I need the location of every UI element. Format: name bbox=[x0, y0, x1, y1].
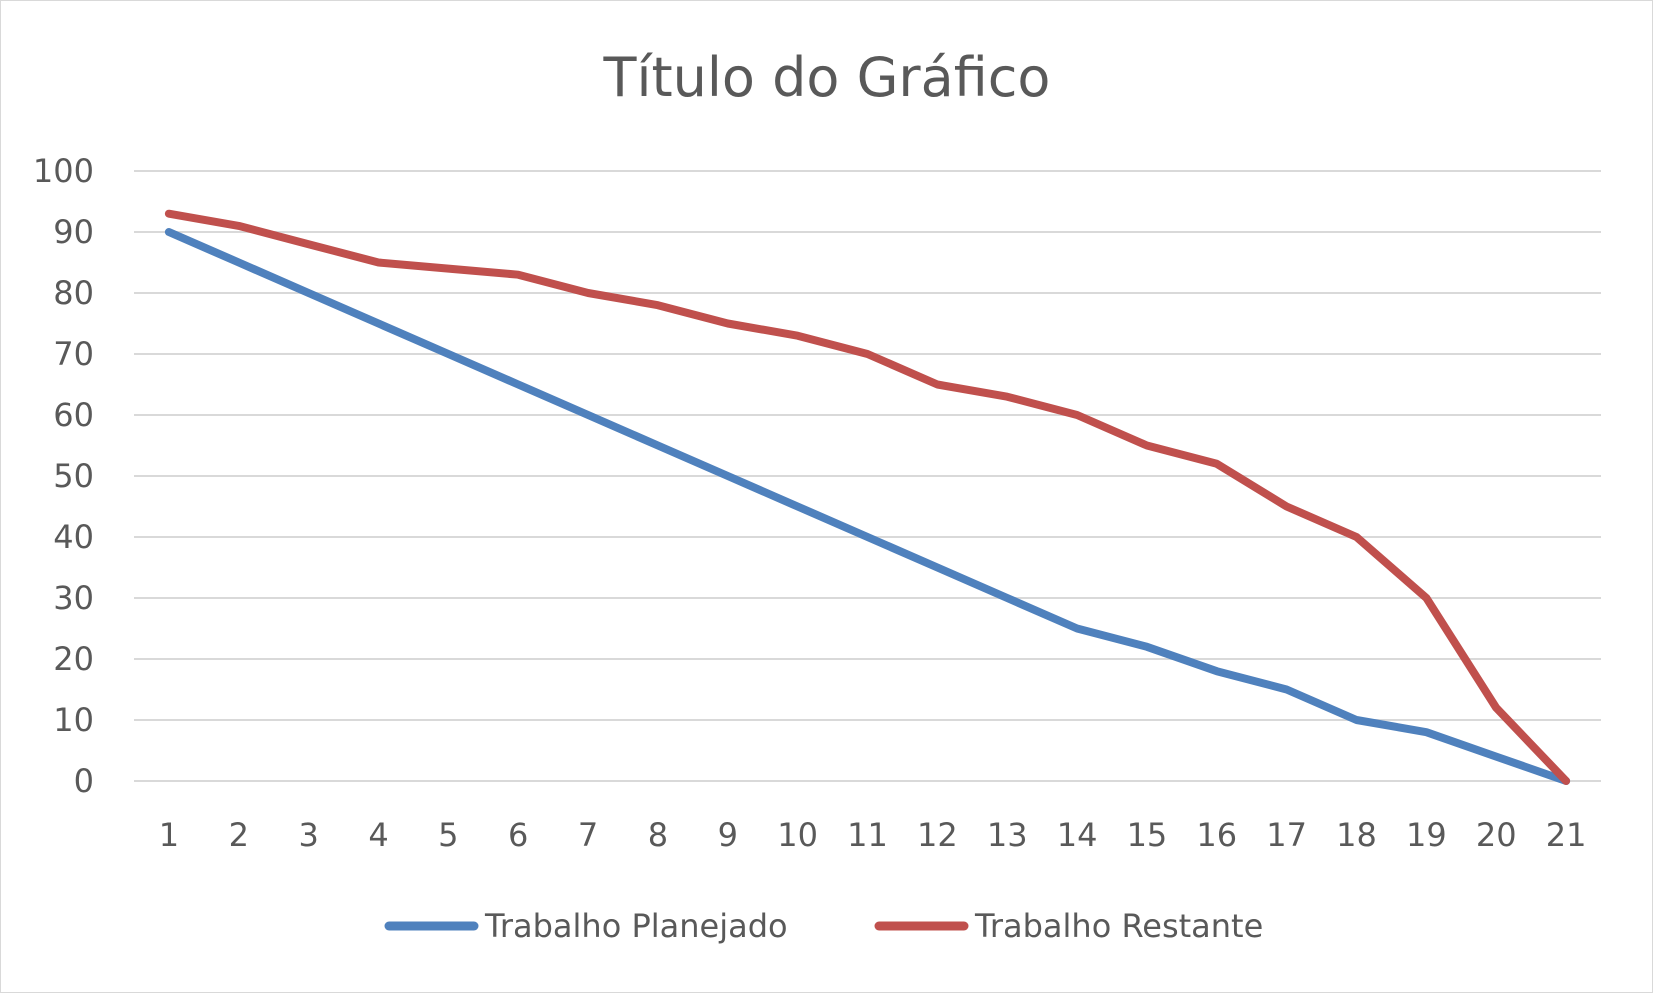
y-tick-label: 40 bbox=[53, 518, 94, 556]
x-tick-label: 10 bbox=[777, 816, 819, 854]
chart-title: Título do Gráfico bbox=[603, 46, 1051, 109]
x-tick-label: 11 bbox=[847, 816, 888, 854]
x-tick-label: 12 bbox=[916, 816, 958, 854]
y-tick-label: 100 bbox=[32, 152, 94, 190]
y-tick-label: 10 bbox=[53, 701, 94, 739]
x-tick-label: 19 bbox=[1405, 816, 1447, 854]
x-tick-label: 1 bbox=[158, 816, 180, 854]
x-tick-label: 3 bbox=[298, 816, 319, 854]
x-axis-ticks bbox=[159, 816, 1587, 854]
x-tick-label: 2 bbox=[228, 816, 249, 854]
gridlines bbox=[134, 171, 1601, 781]
x-tick-label: 4 bbox=[368, 816, 389, 854]
x-tick-label: 14 bbox=[1056, 816, 1098, 854]
x-tick-label: 9 bbox=[717, 816, 738, 854]
y-tick-label: 90 bbox=[53, 213, 94, 251]
series-lines bbox=[165, 210, 1570, 785]
x-tick-label: 5 bbox=[438, 816, 459, 854]
legend-item-trabalho-restante[interactable] bbox=[879, 907, 1263, 945]
x-tick-label: 20 bbox=[1475, 816, 1517, 854]
y-tick-label: 60 bbox=[53, 396, 94, 434]
x-tick-label: 18 bbox=[1336, 816, 1377, 854]
line-chart bbox=[1, 1, 1653, 994]
x-tick-label: 7 bbox=[577, 816, 599, 854]
y-tick-label: 70 bbox=[53, 335, 94, 373]
series-line-trabalho-planejado bbox=[169, 232, 1566, 781]
y-tick-label: 80 bbox=[53, 274, 94, 312]
y-tick-label: 50 bbox=[53, 457, 94, 495]
x-tick-label: 15 bbox=[1126, 816, 1168, 854]
x-tick-label: 6 bbox=[508, 816, 529, 854]
x-tick-label: 21 bbox=[1545, 816, 1587, 854]
x-tick-label: 13 bbox=[986, 816, 1028, 854]
legend[interactable] bbox=[389, 907, 1263, 945]
legend-label: Trabalho Planejado bbox=[485, 907, 788, 945]
y-tick-label: 0 bbox=[73, 762, 94, 800]
y-axis-ticks bbox=[33, 152, 94, 800]
x-tick-label: 8 bbox=[647, 816, 669, 854]
y-tick-label: 30 bbox=[53, 579, 94, 617]
x-tick-label: 17 bbox=[1266, 816, 1308, 854]
x-tick-label: 16 bbox=[1196, 816, 1238, 854]
y-tick-label: 20 bbox=[53, 640, 94, 678]
legend-item-trabalho-planejado[interactable] bbox=[389, 907, 788, 945]
series-line-trabalho-restante bbox=[169, 214, 1566, 781]
legend-label: Trabalho Restante bbox=[975, 907, 1264, 945]
